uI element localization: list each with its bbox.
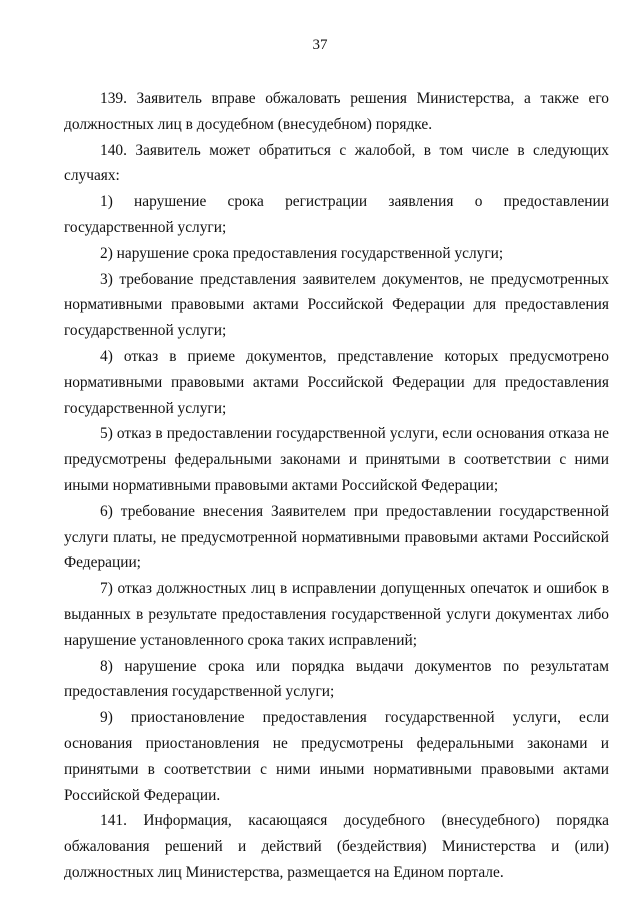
list-item-2: 2) нарушение срока предоставления государственной услуги; xyxy=(100,244,504,262)
page-number: 37 xyxy=(312,37,328,53)
list-item-6: 6) требование внесения Заявителем при предоставлении государственной услуги платы, не предусмотренной нормативными правовыми актами Российской Федерации; xyxy=(64,502,609,572)
list-item-3: 3) требование представления заявителем документов, не предусмотренных нормативными правовыми актами Российской Федерации для предоставления государственной услуги; xyxy=(64,270,609,340)
list-item-1: 1) нарушение срока регистрации заявления о предоставлении государственной услуги; xyxy=(64,193,609,236)
list-item-4: 4) отказ в приеме документов, представление которых предусмотрено нормативными правовыми актами Российской Федерации для предоставления государственной услуги; xyxy=(64,347,609,417)
list-item-5: 5) отказ в предоставлении государственной услуги, если основания отказа не предусмотрены федеральными законами и принятыми в соответствии с ними иными нормативными правовыми актами Российской Федерации; xyxy=(64,425,609,494)
list-item-7: 7) отказ должностных лиц в исправлении допущенных опечаток и ошибок в выданных в результате предоставления государственной услуги документах либо нарушение установленного срока таких исправлений; xyxy=(64,580,609,649)
paragraph-141: 141. Информация, касающаяся досудебного (внесудебного) порядка обжалования решений и действий (бездействия) Министерства и (или) должностных лиц Министерства, размещается на Едином портале. xyxy=(64,812,609,881)
list-item-8: 8) нарушение срока или порядка выдачи документов по результатам предоставления государственной услуги; xyxy=(64,657,609,701)
list-item-9: 9) приостановление предоставления государственной услуги, если основания приостановления не предусмотрены федеральными законами и принятыми в соответствии с ними иными нормативными правовыми актами Российской Федерации. xyxy=(64,709,609,804)
document-body xyxy=(64,86,609,886)
paragraph-140: 140. Заявитель может обратиться с жалобой, в том числе в следующих случаях: xyxy=(64,141,609,185)
paragraph-139: 139. Заявитель вправе обжаловать решения Министерства, а также его должностных лиц в досудебном (внесудебном) порядке. xyxy=(64,90,609,133)
